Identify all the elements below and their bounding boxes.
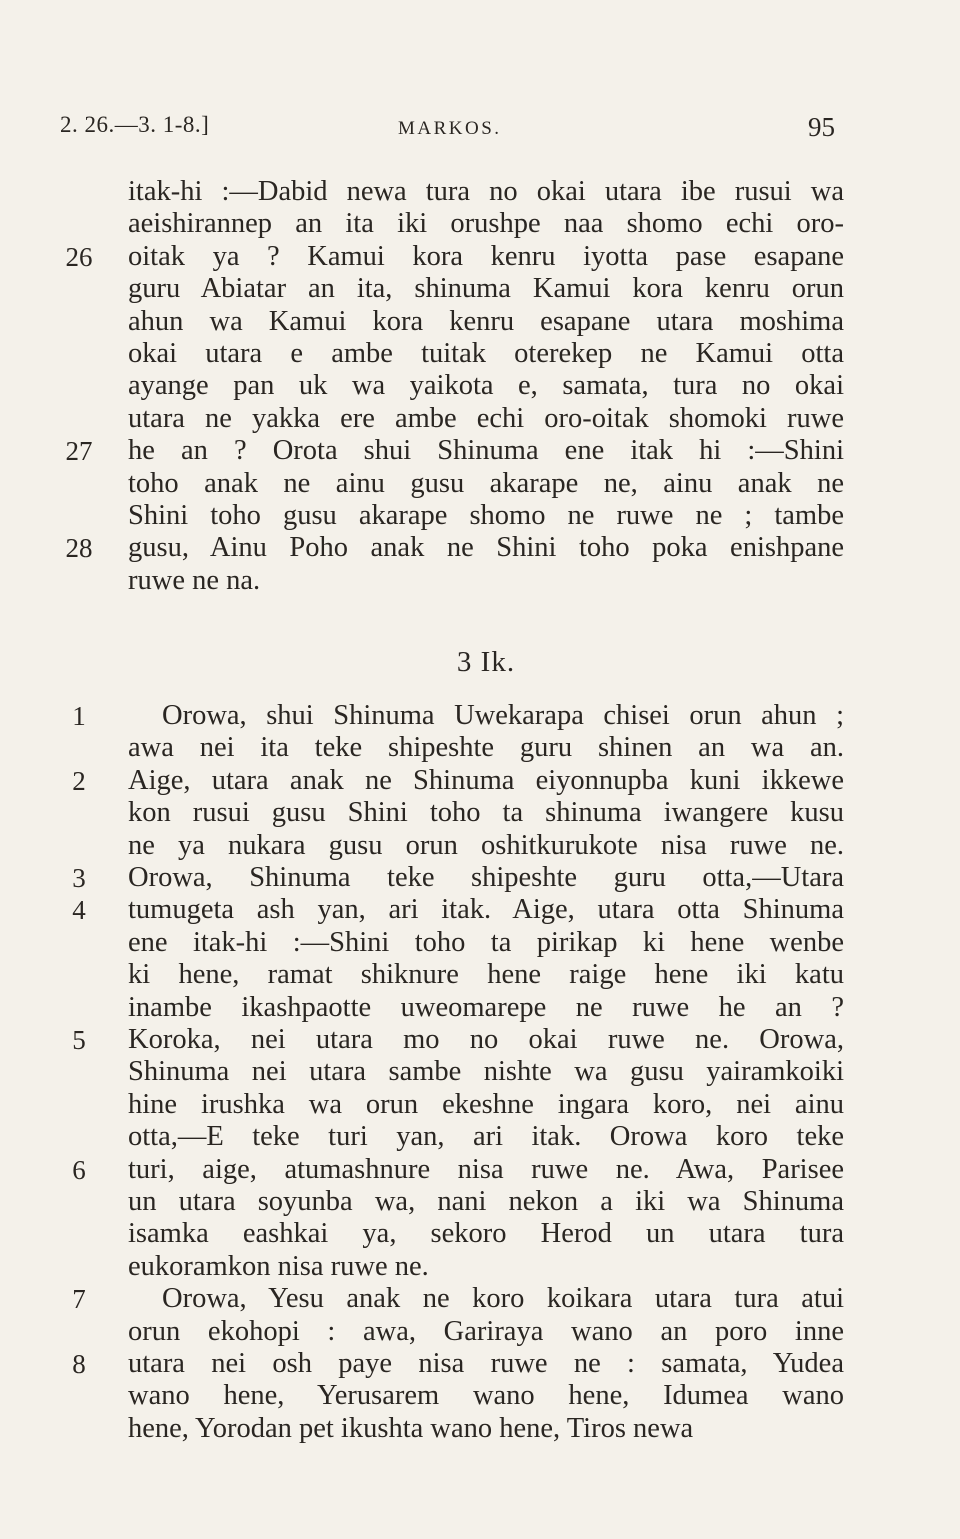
page-header [0,112,960,148]
text-line [0,306,960,338]
line-text: ki hene, ramat shiknure hene raige hene iki katu [128,959,844,991]
text-line [0,1186,960,1218]
line-text: ene itak-hi :—Shini toho ta pirikap ki hene wenbe [128,926,844,958]
text-line [0,1348,960,1380]
line-text: okai utara e ambe tuitak oterekep ne Kamui otta [128,337,844,369]
text-line [0,435,960,467]
text-line [0,500,960,532]
verse-number: 2 [72,765,86,796]
verse-number: 6 [72,1154,86,1185]
line-text: utara ne yakka ere ambe echi oro-oitak shomoki ruwe [128,402,844,434]
text-line [0,1413,960,1445]
text-line [0,765,960,797]
line-text: gusu, Ainu Poho anak ne Shini toho poka enishpane [128,532,844,564]
line-text: ahun wa Kamui kora kenru esapane utara moshima [128,305,844,337]
line-text: ne ya nukara gusu orun oshitkurukote nisa ruwe ne. [128,829,844,861]
line-text: Shini toho gusu akarape shomo ne ruwe ne ; tambe [128,499,844,531]
line-text: oitak ya ? Kamui kora kenru iyotta pase esapane [128,240,844,272]
text-line [0,959,960,991]
line-text: eukoramkon nisa ruwe ne. [128,1250,429,1282]
text-line [0,208,960,240]
verse-number: 4 [72,895,86,926]
text-line [0,1251,960,1283]
spacer [0,597,960,630]
text-line [0,862,960,894]
line-text: un utara soyunba wa, nani nekon a iki wa Shinuma [128,1185,844,1217]
text-line [0,1283,960,1315]
line-text: tumugeta ash yan, ari itak. Aige, utara otta Shinuma [128,894,844,926]
line-text: ruwe ne na. [128,564,261,596]
verse-number: 5 [72,1024,86,1055]
verse-number: 28 [65,533,93,564]
scripture-text [0,176,960,1445]
line-text: hine irushka wa orun ekeshne ingara koro, nei ainu [128,1088,844,1120]
text-line [0,273,960,305]
line-text: awa nei ita teke shipeshte guru shinen an wa an. [128,732,844,764]
text-line [0,403,960,435]
text-line [0,732,960,764]
chapter-heading: 3 Ik. [456,646,516,679]
verse-number: 27 [65,436,93,467]
text-line [0,1316,960,1348]
text-line [0,241,960,273]
text-line [0,565,960,597]
text-line [0,1154,960,1186]
text-line [0,370,960,402]
line-text: wano hene, Yerusarem wano hene, Idumea wano [128,1380,844,1412]
verse-number: 3 [72,863,86,894]
line-text: ayange pan uk wa yaikota e, samata, tura no okai [128,370,844,402]
line-text: aeishirannep an ita iki orushpe naa shomo echi oro- [128,208,844,240]
line-text: Orowa, shui Shinuma Uwekarapa chisei orun ahun ; [162,700,844,732]
line-text: Orowa, Shinuma teke shipeshte guru otta,—Utara [128,862,844,894]
page-number: 95 [808,112,835,142]
line-text: isamka eashkai ya, sekoro Herod un utara tura [128,1218,844,1250]
verse-number: 26 [65,241,93,272]
text-line [0,894,960,926]
text-line [0,1218,960,1250]
text-line [0,1089,960,1121]
text-line [0,532,960,564]
text-line [0,830,960,862]
line-text: he an ? Orota shui Shinuma ene itak hi :—Shini [128,435,844,467]
text-line [0,700,960,732]
text-line [0,468,960,500]
line-text: Koroka, nei utara mo no okai ruwe ne. Orowa, [128,1023,844,1055]
chapter-verse-reference: 2. 26.—3. 1-8.] [60,112,210,137]
text-line [0,1121,960,1153]
line-text: itak-hi :—Dabid newa tura no okai utara ibe rusui wa [128,176,844,207]
line-text: turi, aige, atumashnure nisa ruwe ne. Awa, Parisee [128,1153,844,1185]
line-text: orun ekohopi : awa, Gariraya wano an poro inne [128,1315,844,1347]
text-line [0,992,960,1024]
text-line [0,797,960,829]
line-text: Aige, utara anak ne Shinuma eiyonnupba kuni ikkewe [128,764,844,796]
text-line [0,176,960,208]
text-line [0,338,960,370]
text-line [0,1024,960,1056]
verse-number: 1 [72,701,86,732]
line-text: kon rusui gusu Shini toho ta shinuma iwangere kusu [128,797,844,829]
line-text: otta,—E teke turi yan, ari itak. Orowa koro teke [128,1121,844,1153]
verse-number: 7 [72,1284,86,1315]
text-line [0,927,960,959]
line-text: hene, Yorodan pet ikushta wano hene, Tiros newa [128,1412,694,1444]
line-text: inambe ikashpaotte uweomarepe ne ruwe he an ? [128,991,844,1023]
verse-number: 8 [72,1348,86,1379]
text-line [0,1056,960,1088]
line-text: utara nei osh paye nisa ruwe ne : samata, Yudea [128,1347,844,1379]
line-text: Orowa, Yesu anak ne koro koikara utara tura atui [162,1283,844,1315]
line-text: Shinuma nei utara sambe nishte wa gusu yairamkoiki [128,1056,844,1088]
running-title: MARKOS. [398,118,502,139]
text-line [0,1380,960,1412]
line-text: toho anak ne ainu gusu akarape ne, ainu anak ne [128,467,844,499]
line-text: guru Abiatar an ita, shinuma Kamui kora kenru orun [128,273,844,305]
